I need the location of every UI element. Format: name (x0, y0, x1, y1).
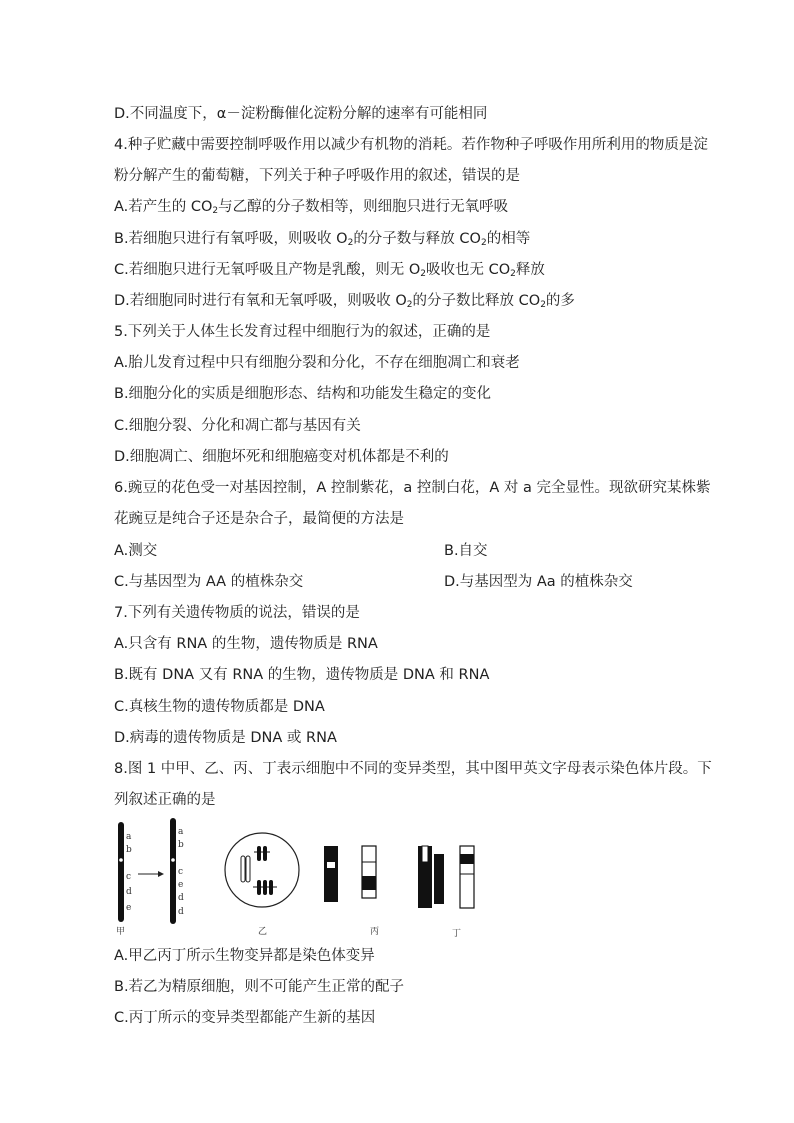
figure-ding-chromosomes (418, 846, 474, 908)
question-6-options-ab (114, 541, 734, 561)
question-8-option-a: A.甲乙丙丁所示生物变异都是染色体变异 (114, 948, 375, 964)
figure-label-ding: 丁 (452, 929, 462, 939)
question-8-stem-line1: 8.图 1 中甲、乙、丙、丁表示细胞中不同的变异类型，其中图甲英文字母表示染色体片段。下 (114, 761, 712, 777)
segment-label: e (178, 880, 184, 890)
segment-label: e (126, 903, 132, 913)
figure-jia-chromosome-varied (170, 818, 184, 924)
figure-yi-cell (225, 833, 299, 907)
question-4-option-b: B.若细胞只进行有氧呼吸，则吸收 $O_2$的分子数与释放 $CO_2$的相等 (114, 231, 531, 248)
segment-label: a (126, 832, 132, 842)
question-7-stem: 7.下列有关遗传物质的说法，错误的是 (114, 605, 360, 621)
question-4-option-d: D.若细胞同时进行有氧和无氧呼吸，则吸收 $O_2$的分子数比释放 $CO_2$的多 (114, 293, 575, 310)
question-4-option-c: C.若细胞只进行无氧呼吸且产物是乳酸，则无 $O_2$吸收也无 $CO_2$释放 (114, 262, 545, 279)
figure-jia-chromosome-original (118, 822, 132, 922)
segment-label: b (178, 840, 184, 850)
question-6-option-d: D.与基因型为 Aa 的植株杂交 (444, 574, 633, 590)
question-6-stem-line1: 6.豌豆的花色受一对基因控制，A 控制紫花，a 控制白花，A 对 a 完全显性。现欲研究某株紫 (114, 480, 711, 496)
segment-label: d (126, 887, 132, 897)
question-7-option-b: B.既有 DNA 又有 RNA 的生物，遗传物质是 DNA 和 RNA (114, 667, 490, 683)
question-6-option-b: B.自交 (444, 543, 488, 559)
question-8-stem-line2: 列叙述正确的是 (114, 792, 216, 808)
figure-label-bing: 丙 (370, 927, 380, 937)
option-3d: D.不同温度下，α－淀粉酶催化淀粉分解的速率有可能相同 (114, 106, 488, 122)
question-7-option-d: D.病毒的遗传物质是 DNA 或 RNA (114, 730, 337, 746)
question-5-option-a: A.胎儿发育过程中只有细胞分裂和分化，不存在细胞凋亡和衰老 (114, 355, 520, 371)
figure-bing-chromosomes (324, 846, 376, 902)
question-5-stem: 5.下列关于人体生长发育过程中细胞行为的叙述，正确的是 (114, 324, 491, 340)
question-4-stem-line2: 粉分解产生的葡萄糖，下列关于种子呼吸作用的叙述，错误的是 (114, 168, 520, 184)
chromosome-variation-figure (112, 814, 512, 940)
question-6-options-cd (114, 572, 734, 592)
question-6-stem-line2: 花豌豆是纯合子还是杂合子，最简便的方法是 (114, 511, 404, 527)
segment-label: c (126, 872, 132, 882)
segment-label: d (178, 893, 184, 903)
question-7-option-c: C.真核生物的遗传物质都是 DNA (114, 699, 325, 715)
question-4-option-a: A.若产生的 $CO_2$与乙醇的分子数相等，则细胞只进行无氧呼吸 (114, 199, 509, 216)
question-6-option-c: C.与基因型为 AA 的植株杂交 (114, 574, 304, 590)
figure-label-jia: 甲 (116, 927, 126, 937)
question-5-option-c: C.细胞分裂、分化和凋亡都与基因有关 (114, 418, 361, 434)
figure-label-yi: 乙 (258, 927, 268, 937)
segment-label: b (126, 845, 132, 855)
question-5-option-d: D.细胞凋亡、细胞坏死和细胞癌变对机体都是不利的 (114, 449, 449, 465)
segment-label: a (178, 827, 184, 837)
question-7-option-a: A.只含有 RNA 的生物，遗传物质是 RNA (114, 636, 378, 652)
segment-label: d (178, 907, 184, 917)
question-4-stem-line1: 4.种子贮藏中需要控制呼吸作用以减少有机物的消耗。若作物种子呼吸作用所利用的物质是淀 (114, 137, 708, 153)
question-8-option-b: B.若乙为精原细胞，则不可能产生正常的配子 (114, 979, 405, 995)
arrow-icon (138, 871, 164, 877)
question-5-option-b: B.细胞分化的实质是细胞形态、结构和功能发生稳定的变化 (114, 386, 492, 402)
segment-label: c (178, 867, 184, 877)
question-6-option-a: A.测交 (114, 543, 158, 559)
question-8-option-c: C.丙丁所示的变异类型都能产生新的基因 (114, 1010, 376, 1026)
